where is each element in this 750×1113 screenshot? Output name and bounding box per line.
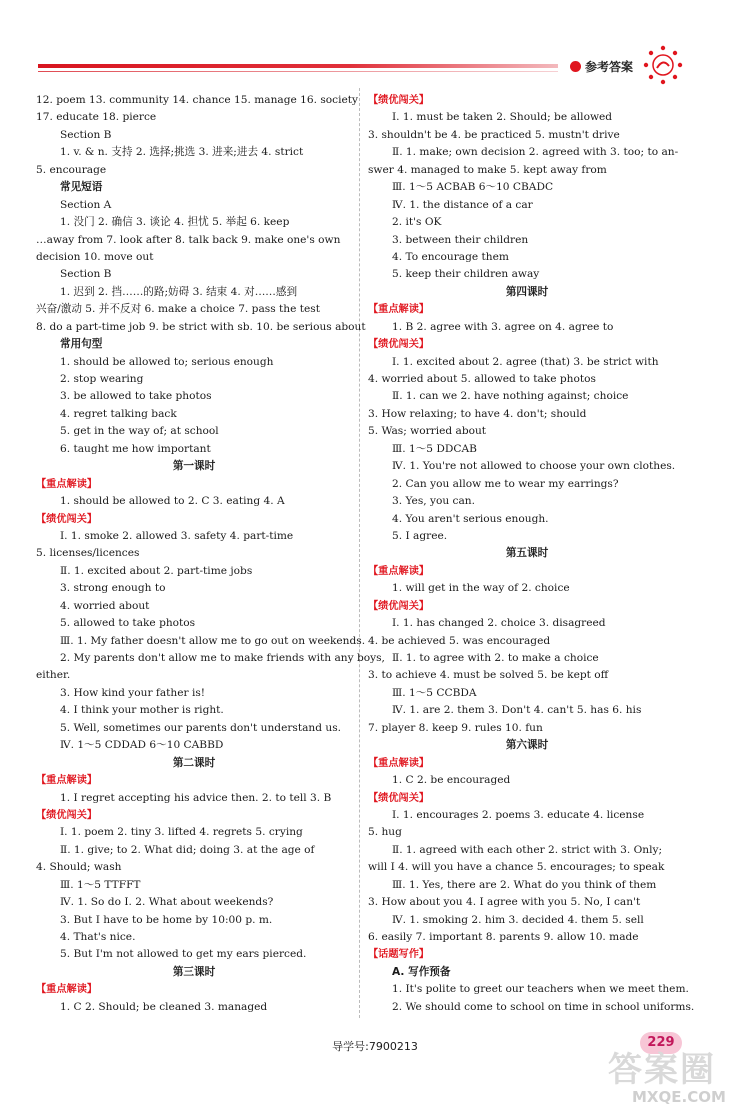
section-tag: 【绩优闯关】 (368, 95, 430, 106)
answer-line: 4. be achieved 5. was encouraged (368, 634, 551, 647)
answer-line: swer 4. managed to make 5. kept away from (368, 163, 607, 176)
answer-line: 3. shouldn't be 4. be practiced 5. mustn't drive (368, 128, 620, 141)
answer-line: 2. My parents don't allow me to make friends with any boys, (60, 652, 385, 664)
flower-deco-icon (642, 44, 684, 86)
answer-line: Ⅳ. 1. smoking 2. him 3. decided 4. them 5. sell (392, 913, 644, 926)
section-tag: 【绩优闯关】 (368, 339, 430, 351)
answer-line: 7. player 8. keep 9. rules 10. fun (368, 721, 543, 734)
section-heading: 常见短语 (60, 181, 103, 194)
lesson-heading: 第六课时 (505, 739, 549, 752)
answer-line: Ⅱ. 1. excited about 2. part-time jobs (60, 564, 253, 577)
answer-line: 3. But I have to be home by 10:00 p. m. (60, 913, 273, 926)
answer-line: 1. C 2. be encouraged (392, 774, 511, 787)
lesson-heading: 第五课时 (505, 547, 549, 560)
answer-line: Ⅱ. 1. make; own decision 2. agreed with 3. too; to an- (392, 146, 679, 159)
bullet-dot-icon (570, 61, 581, 72)
answer-line: 5. licenses/licences (36, 547, 140, 560)
answer-line: …away from 7. look after 8. talk back 9. make one's own (36, 233, 341, 246)
answer-line: Ⅲ. 1～5 DDCAB (392, 442, 477, 455)
answer-line: 3. strong enough to (60, 582, 166, 595)
answer-line: 5. get in the way of; at school (60, 425, 219, 438)
answer-line: will I 4. will you have a chance 5. encourages; to speak (368, 861, 665, 874)
answer-line: Ⅰ. 1. excited about 2. agree (that) 3. be strict with (392, 355, 659, 368)
column-divider (359, 88, 360, 1018)
answer-line: Section A (60, 198, 112, 211)
header-rule-thin (38, 71, 558, 72)
answer-line: 1. 迟到 2. 挡……的路;妨碍 3. 结束 4. 对……感到 (60, 285, 298, 298)
section-tag: 【绩优闯关】 (368, 600, 430, 612)
answer-line: 3. between their children (392, 233, 529, 246)
answer-line: Ⅲ. 1～5 CCBDA (392, 686, 477, 699)
answer-line: Ⅱ. 1. give; to 2. What did; doing 3. at the age of (60, 843, 315, 856)
answer-line: 1. C 2. Should; be cleaned 3. managed (60, 1000, 268, 1013)
answer-line: 4. That's nice. (60, 931, 136, 943)
answer-line: 1. should be allowed to 2. C 3. eating 4. A (60, 495, 285, 508)
section-tag: 【话题写作】 (368, 949, 430, 961)
answer-line: 3. How kind your father is! (60, 686, 206, 699)
answer-line: 3. How about you 4. I agree with you 5. No, I can't (368, 896, 641, 909)
section-tag: 【重点解读】 (36, 775, 98, 787)
lesson-heading: 第三课时 (172, 965, 216, 978)
answer-line: 5. Was; worried about (368, 425, 487, 438)
answer-line: 5. hug (368, 826, 402, 839)
answer-line: 8. do a part-time job 9. be strict with sb. 10. be serious about (36, 320, 366, 333)
page-number: 229 (640, 1032, 682, 1054)
answer-line: 2. We should come to school on time in school uniforms. (392, 1000, 695, 1013)
section-heading: A. 写作预备 (392, 965, 451, 978)
section-heading: 常用句型 (60, 338, 103, 351)
watermark-logo (608, 1052, 746, 1110)
section-tag: 【重点解读】 (368, 565, 430, 577)
answer-line: Ⅳ. 1. So do I. 2. What about weekends? (60, 896, 274, 909)
answer-line: Ⅳ. 1. are 2. them 3. Don't 4. can't 5. has 6. his (392, 704, 642, 717)
answer-line: 兴奋/激动 5. 并不反对 6. make a choice 7. pass the test (36, 303, 320, 316)
answer-line: either. (36, 669, 71, 682)
answer-line: 4. To encourage them (392, 250, 509, 263)
answer-line: Ⅰ. 1. smoke 2. allowed 3. safety 4. part-time (60, 529, 294, 542)
answer-line: 6. easily 7. important 8. parents 9. allow 10. made (368, 931, 639, 943)
answer-line: 5. Well, sometimes our parents don't understand us. (60, 721, 342, 734)
answer-line: 3. to achieve 4. must be solved 5. be kept off (368, 669, 609, 682)
answer-line: Ⅲ. 1. My father doesn't allow me to go out on weekends. (60, 634, 366, 647)
header-title: 参考答案 (585, 60, 634, 74)
answer-line: 12. poem 13. community 14. chance 15. manage 16. society (36, 94, 358, 106)
answer-line: Ⅲ. 1～5 TTFFT (60, 878, 141, 891)
lesson-heading: 第四课时 (505, 285, 549, 298)
section-tag: 【重点解读】 (368, 757, 430, 769)
section-tag: 【绩优闯关】 (36, 809, 98, 821)
watermark-url: MXQE.COM (632, 1088, 726, 1106)
answer-line: Ⅰ. 1. must be taken 2. Should; be allowed (392, 111, 613, 124)
answer-line: Ⅳ. 1. the distance of a car (392, 198, 533, 211)
answer-line: 5. I agree. (392, 529, 448, 542)
section-tag: 【重点解读】 (368, 304, 430, 316)
answer-line: 3. Yes, you can. (392, 495, 475, 508)
answer-line: Ⅱ. 1. agreed with each other 2. strict with 3. Only; (392, 843, 663, 856)
answer-line: Ⅰ. 1. encourages 2. poems 3. educate 4. license (392, 808, 645, 821)
answer-line: 2. Can you allow me to wear my earrings? (392, 477, 619, 490)
answer-line: 2. stop wearing (60, 373, 144, 385)
answer-line: Ⅲ. 1～5 ACBAB 6～10 CBADC (392, 181, 554, 194)
lesson-heading: 第一课时 (172, 460, 216, 473)
right-column (368, 92, 695, 1016)
answer-line: 4. Should; wash (36, 861, 122, 874)
answer-line: 5. allowed to take photos (60, 617, 196, 630)
answer-line: 17. educate 18. pierce (36, 111, 157, 124)
section-tag: 【绩优闯关】 (36, 513, 98, 525)
answer-line: 2. it's OK (392, 216, 442, 229)
answer-line: 1. will get in the way of 2. choice (392, 582, 570, 595)
footer-code: 导学号:7900213 (332, 1040, 418, 1053)
answer-line: Ⅰ. 1. has changed 2. choice 3. disagreed (392, 617, 606, 630)
answer-line: 3. be allowed to take photos (60, 390, 212, 403)
answer-line: 6. taught me how important (60, 442, 211, 455)
answer-line: 1. v. & n. 支持 2. 选择;挑选 3. 进来;进去 4. strict (60, 146, 304, 159)
answer-line: Ⅱ. 1. can we 2. have nothing against; choice (392, 390, 629, 403)
answer-line: 1. B 2. agree with 3. agree on 4. agree to (392, 320, 614, 333)
section-tag: 【重点解读】 (36, 984, 98, 996)
answer-line: 3. How relaxing; to have 4. don't; should (368, 407, 587, 420)
answer-line: Section B (60, 268, 112, 281)
answer-line: 1. It's polite to greet our teachers when we meet them. (392, 983, 689, 996)
section-tag: 【重点解读】 (36, 478, 98, 490)
answer-line: 4. regret talking back (60, 407, 177, 420)
answer-line: 5. keep their children away (392, 268, 540, 281)
header (570, 58, 633, 75)
answer-line: Ⅰ. 1. poem 2. tiny 3. lifted 4. regrets 5. crying (60, 826, 303, 839)
answer-line: 1. I regret accepting his advice then. 2. to tell 3. B (60, 791, 332, 804)
header-rule (38, 64, 558, 68)
section-tag: 【绩优闯关】 (368, 792, 430, 804)
answer-line: 4. You aren't serious enough. (392, 512, 549, 525)
answer-line: decision 10. move out (36, 250, 154, 263)
answer-line: 5. encourage (36, 163, 107, 176)
watermark-text: 答案圈 (608, 1050, 716, 1090)
answer-line: 1. should be allowed to; serious enough (60, 355, 274, 368)
answer-line: 1. 没门 2. 确信 3. 谈论 4. 担忧 5. 举起 6. keep (60, 216, 290, 229)
answer-line: 5. But I'm not allowed to get my ears pierced. (60, 948, 307, 961)
answer-line: Section B (60, 128, 112, 141)
answer-line: Ⅱ. 1. to agree with 2. to make a choice (392, 652, 599, 664)
answer-line: 4. worried about (60, 599, 150, 612)
answer-line: 4. I think your mother is right. (60, 704, 224, 717)
answer-line: Ⅳ. 1. You're not allowed to choose your own clothes. (392, 460, 676, 473)
answer-line: Ⅲ. 1. Yes, there are 2. What do you think of them (392, 878, 657, 891)
lesson-heading: 第二课时 (172, 756, 216, 769)
answer-line: 4. worried about 5. allowed to take photos (368, 373, 596, 385)
answer-line: Ⅳ. 1～5 CDDAD 6～10 CABBD (60, 739, 224, 752)
